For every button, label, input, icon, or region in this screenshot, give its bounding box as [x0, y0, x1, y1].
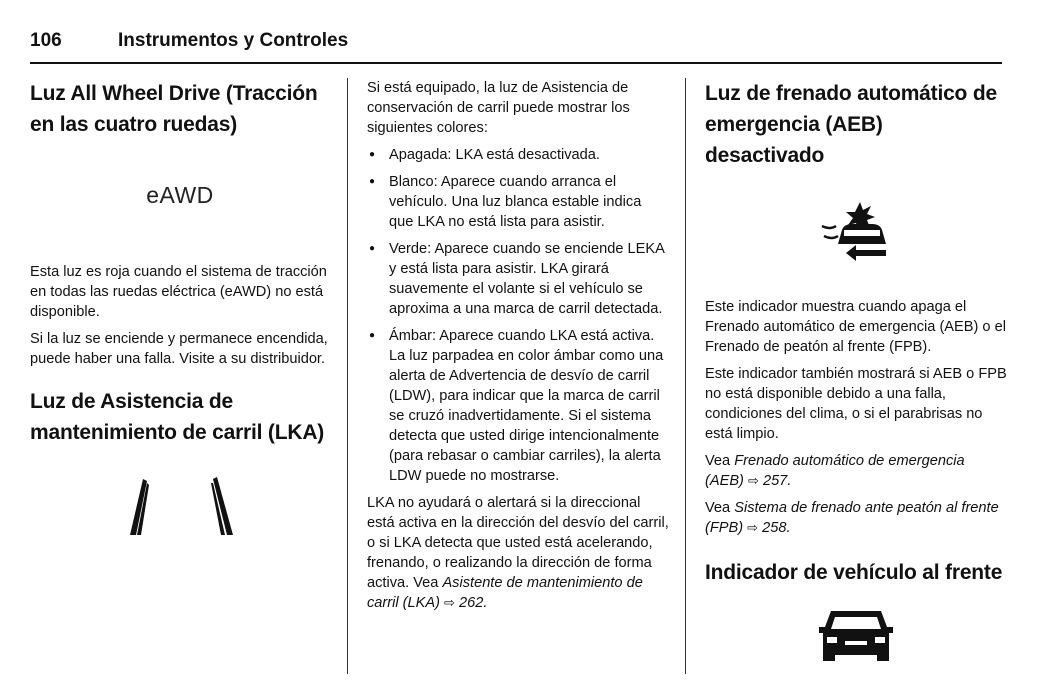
fpb-reference: Vea Sistema de frenado ante peatón al frente (FPB) ⇨ 258. [705, 500, 999, 536]
lka-limitations: LKA no ayudará o alertará si la direccional está activa en la dirección del desvío del carril, o si LKA detecta que usted está acelerando, frenando, o realizando la dirección de forma activa. Vea Asistente de mantenimiento de carril (LKA) ⇨ 262. [367, 495, 669, 611]
lka-heading: Luz de Asistencia de mantenimiento de carril (LKA) [30, 390, 325, 444]
awd-heading: Luz All Wheel Drive (Tracción en las cuatro ruedas) [30, 82, 318, 136]
lka-cross-reference[interactable]: Asistente de mantenimiento de carril (LKA) [367, 575, 643, 611]
aeb-unavailable-note: Este indicador también mostrará si AEB o FPB no está disponible debido a una falla, condiciones del clima, o si el parabrisas no está limpio. [705, 366, 1007, 442]
column-left [30, 78, 330, 568]
list-item: ● Blanco: Aparece cuando arranca el vehículo. Una luz blanca estable indica que LKA no está lista para asistir. [367, 172, 669, 232]
aeb-off-icon [705, 171, 1007, 289]
fpb-page-link[interactable]: 258 [762, 520, 787, 536]
page-ref-arrow-icon: ⇨ [747, 473, 759, 488]
fpb-cross-reference[interactable]: Sistema de frenado ante peatón al frente (FPB) [705, 500, 999, 536]
column-divider [347, 78, 348, 674]
list-item: ● Apagada: LKA está desactivada. [367, 145, 669, 165]
vehicle-ahead-icon [705, 588, 1007, 680]
vehicle-ahead-heading: Indicador de vehículo al frente [705, 561, 1003, 584]
lka-color-list [367, 145, 669, 486]
column-divider [685, 78, 686, 674]
aeb-heading: Luz de frenado automático de emergencia (AEB) desactivado [705, 82, 997, 167]
page-ref-arrow-icon: ⇨ [747, 520, 759, 535]
page-header [30, 30, 1002, 64]
page-number: 106 [30, 30, 62, 51]
aeb-page-link[interactable]: 257 [762, 473, 788, 489]
list-item: ● Ámbar: Aparece cuando LKA está activa. La luz parpadea en color ámbar como una alerta de Advertencia de desvío de carril (LDW), para indicar que la marca de carril se cruzó inadvertidamente. Si el sistema detecta que usted dirige intencionalmente (para rebasar o cambiar carriles), la alerta LDW puede no mostrarse. [367, 326, 669, 486]
page-ref-arrow-icon: ⇨ [444, 595, 455, 610]
aeb-description: Este indicador muestra cuando apaga el Frenado automático de emergencia (AEB) o el Frenado de peatón al frente (FPB). [705, 299, 1006, 355]
lane-keep-icon [30, 448, 330, 568]
aeb-collision-icon [820, 198, 892, 262]
eawd-icon [30, 140, 330, 250]
lane-lines-icon [105, 473, 255, 543]
lka-colors-intro: Si está equipado, la luz de Asistencia de conservación de carril puede mostrar los siguientes colores: [367, 80, 630, 136]
list-item: ● Verde: Aparece cuando se enciende LEKA y está lista para asistir. LKA girará suavemente el volante si el vehículo se aproxima a una marca de carril detectada. [367, 239, 669, 319]
chapter-title: Instrumentos y Controles [118, 30, 349, 51]
awd-description: Esta luz es roja cuando el sistema de tracción en todas las ruedas eléctrica (eAWD) no está disponible. [30, 264, 327, 320]
aeb-reference: Vea Frenado automático de emergencia (AEB) ⇨ 257. [705, 453, 965, 489]
lka-page-link[interactable]: 262 [459, 595, 484, 611]
column-middle [367, 78, 669, 620]
awd-fault-note: Si la luz se enciende y permanece encendida, puede haber una falla. Visite a su distribuidor. [30, 331, 328, 367]
aeb-cross-reference[interactable]: Frenado automático de emergencia (AEB) [705, 453, 965, 489]
eawd-icon-label: eAWD [146, 181, 214, 208]
car-front-icon [815, 605, 897, 663]
column-right [705, 78, 1007, 680]
